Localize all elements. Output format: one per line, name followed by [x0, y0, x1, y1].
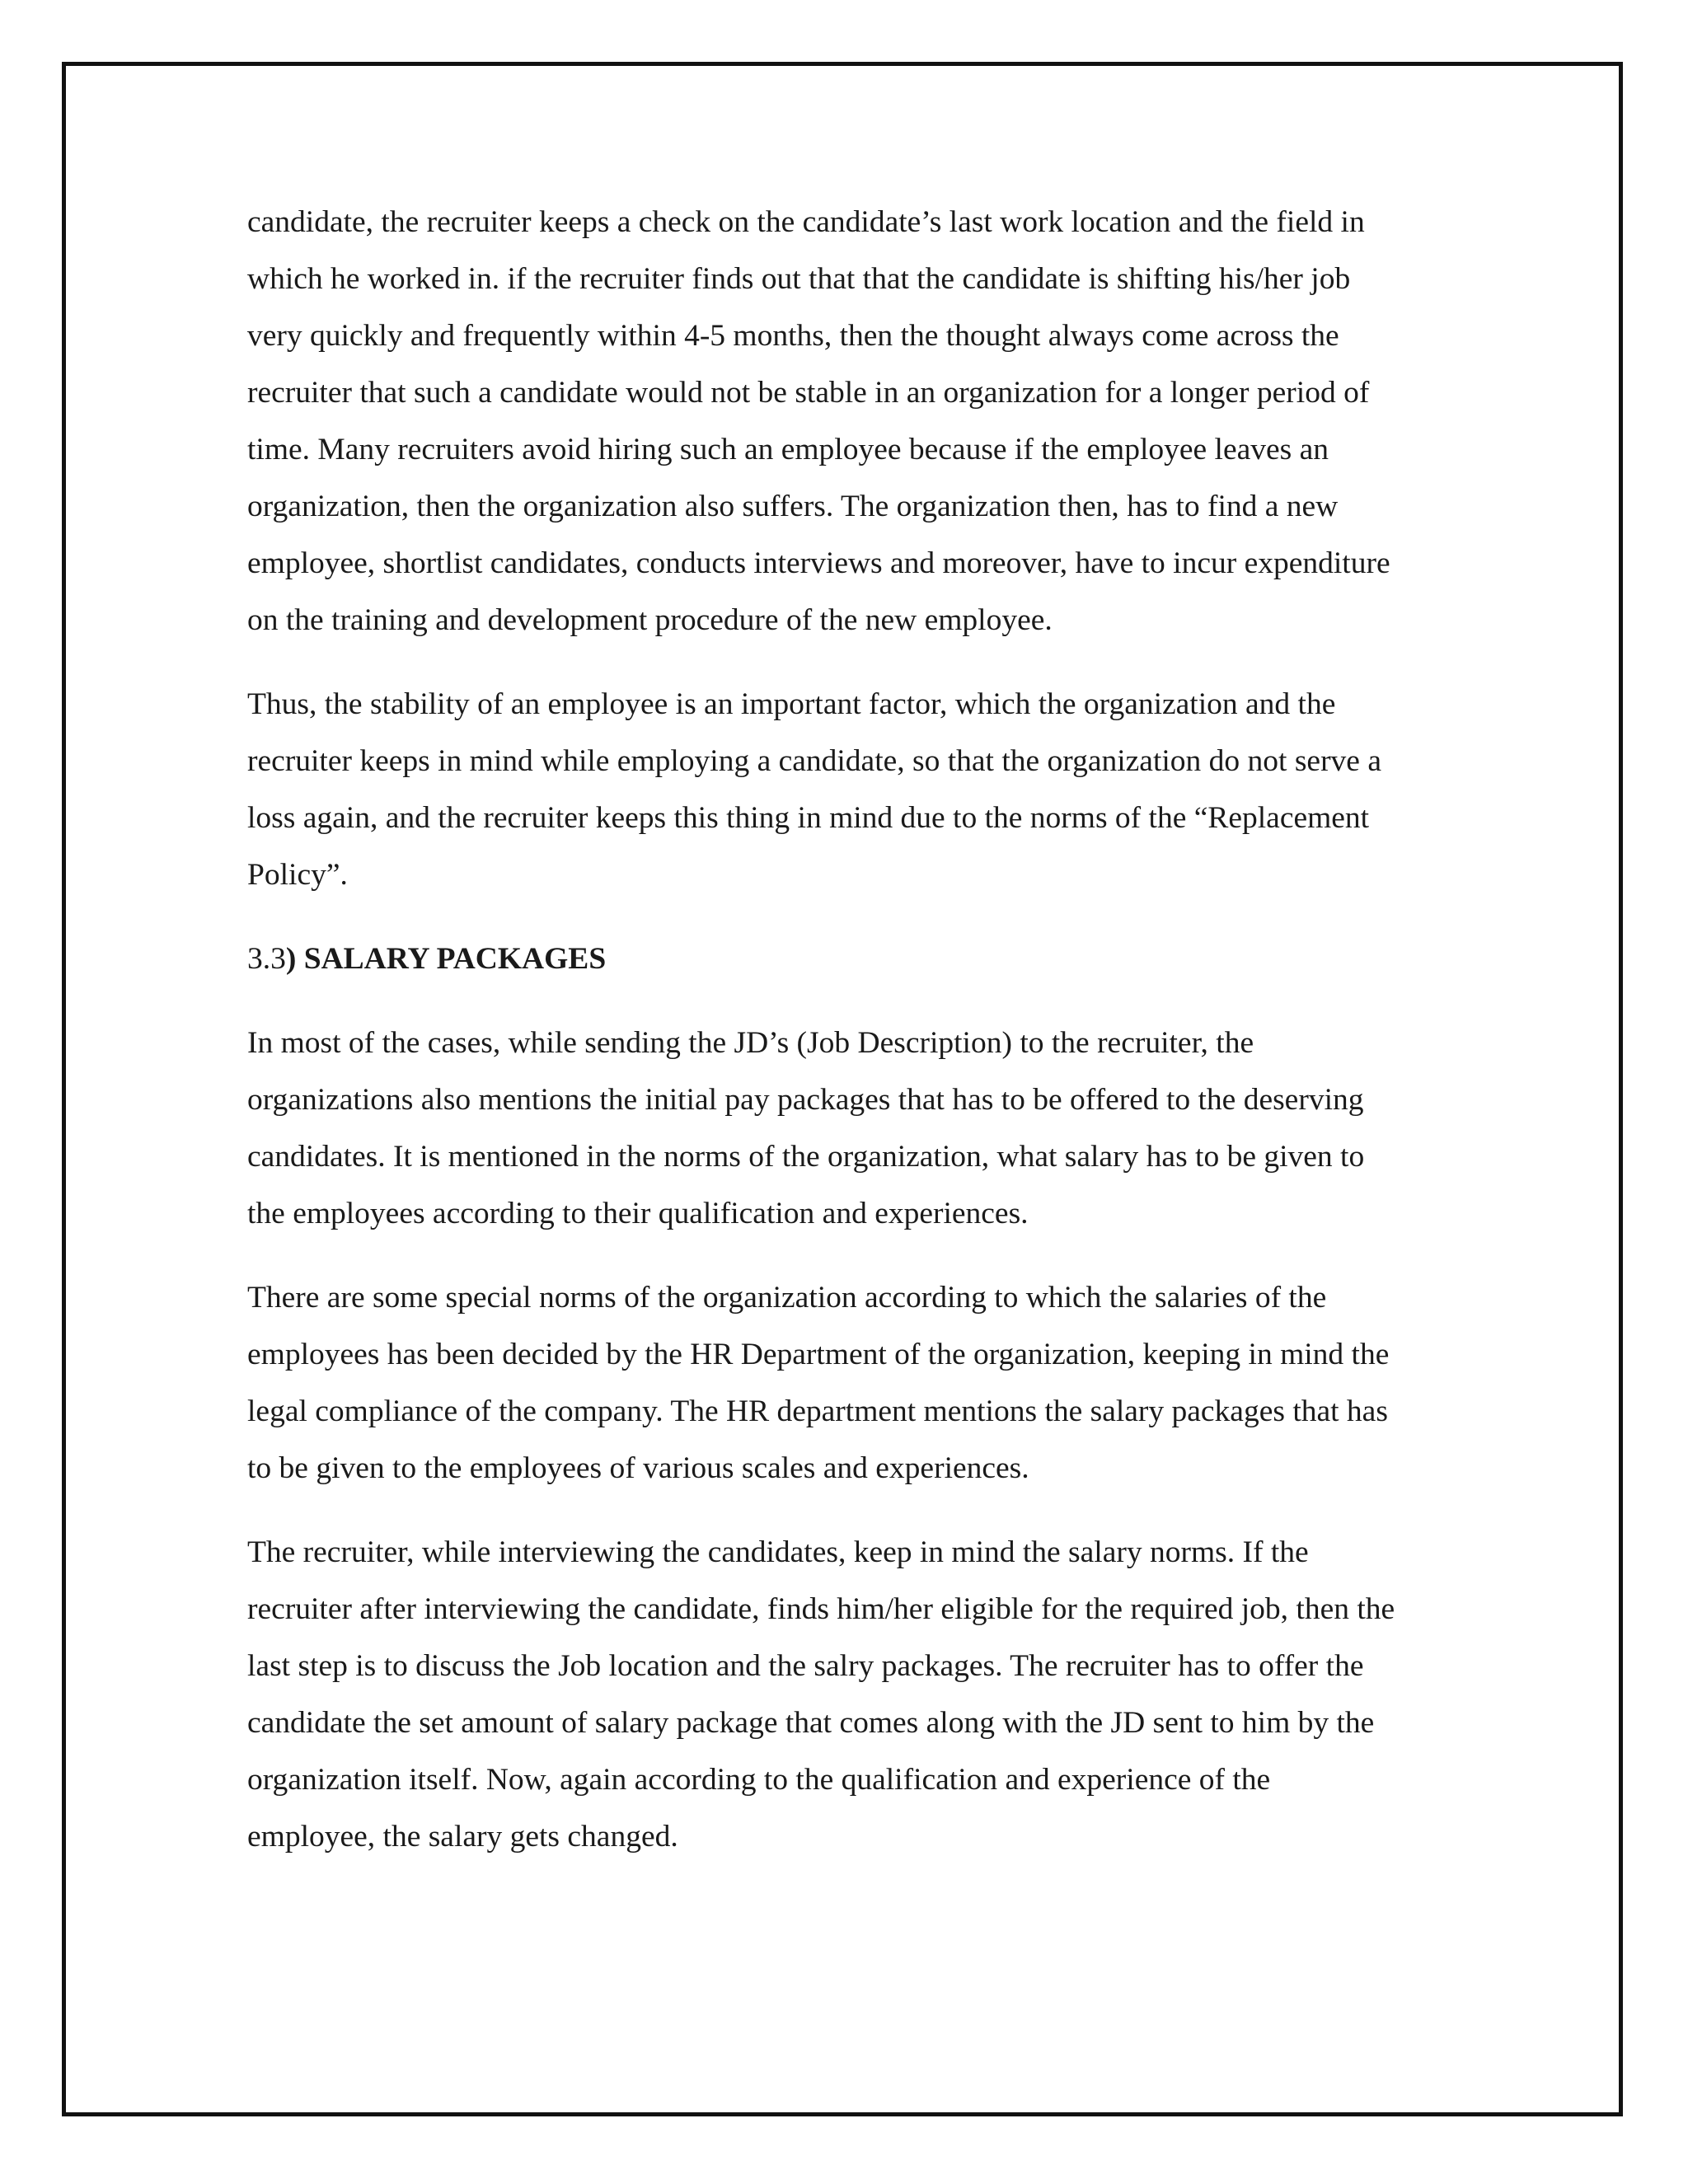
paragraph-hr-norms: There are some special norms of the organization according to which the salaries of the employees has been decided by the HR Department of the organization, keeping in mind the legal compliance of the company. The HR department mentions the salary packages that has to be given to the employees of various scales and experiences. — [247, 1281, 1390, 1485]
section-number: 3.3 — [247, 942, 286, 976]
document-body — [247, 194, 1500, 1892]
paragraph-employee-stability: candidate, the recruiter keeps a check on the candidate’s last work location and the field in which he worked in. if the recruiter finds out that that the candidate is shifting his/her job very quickly and frequently within 4-5 months, then the thought always come across the recruiter that such a candidate would not be stable in an organization for a longer period of time. Many recruiters avoid hiring such an employee because if the employee leaves an organization, then the organization also suffers. The organization then, has to find a new employee, shortlist candidates, conducts interviews and moreover, have to incur expenditure on the training and development procedure of the new employee. — [247, 205, 1390, 637]
section-heading — [247, 930, 1500, 987]
section-title: ) SALARY PACKAGES — [285, 942, 607, 976]
paragraph-salary-offer: The recruiter, while interviewing the candidates, keep in mind the salary norms. If the recruiter after interviewing the candidate, finds him/her eligible for the required job, then the last step is to discuss the Job location and the salry packages. The recruiter has to offer the candidate the set amount of salary package that comes along with the JD sent to him by the organization itself. Now, again according to the qualification and experience of the employee, the salary gets changed. — [247, 1535, 1395, 1854]
paragraph-replacement-policy: Thus, the stability of an employee is an important factor, which the organization and the recruiter keeps in mind while employing a candidate, so that the organization do not serve a loss again, and the recruiter keeps this thing in mind due to the norms of the “Replacement Policy”. — [247, 687, 1381, 892]
paragraph-job-description: In most of the cases, while sending the JD’s (Job Description) to the recruiter, the organizations also mentions the initial pay packages that has to be offered to the deserving candidates. It is mentioned in the norms of the organization, what salary has to be given to the employees according to their qualification and experiences. — [247, 1026, 1365, 1230]
